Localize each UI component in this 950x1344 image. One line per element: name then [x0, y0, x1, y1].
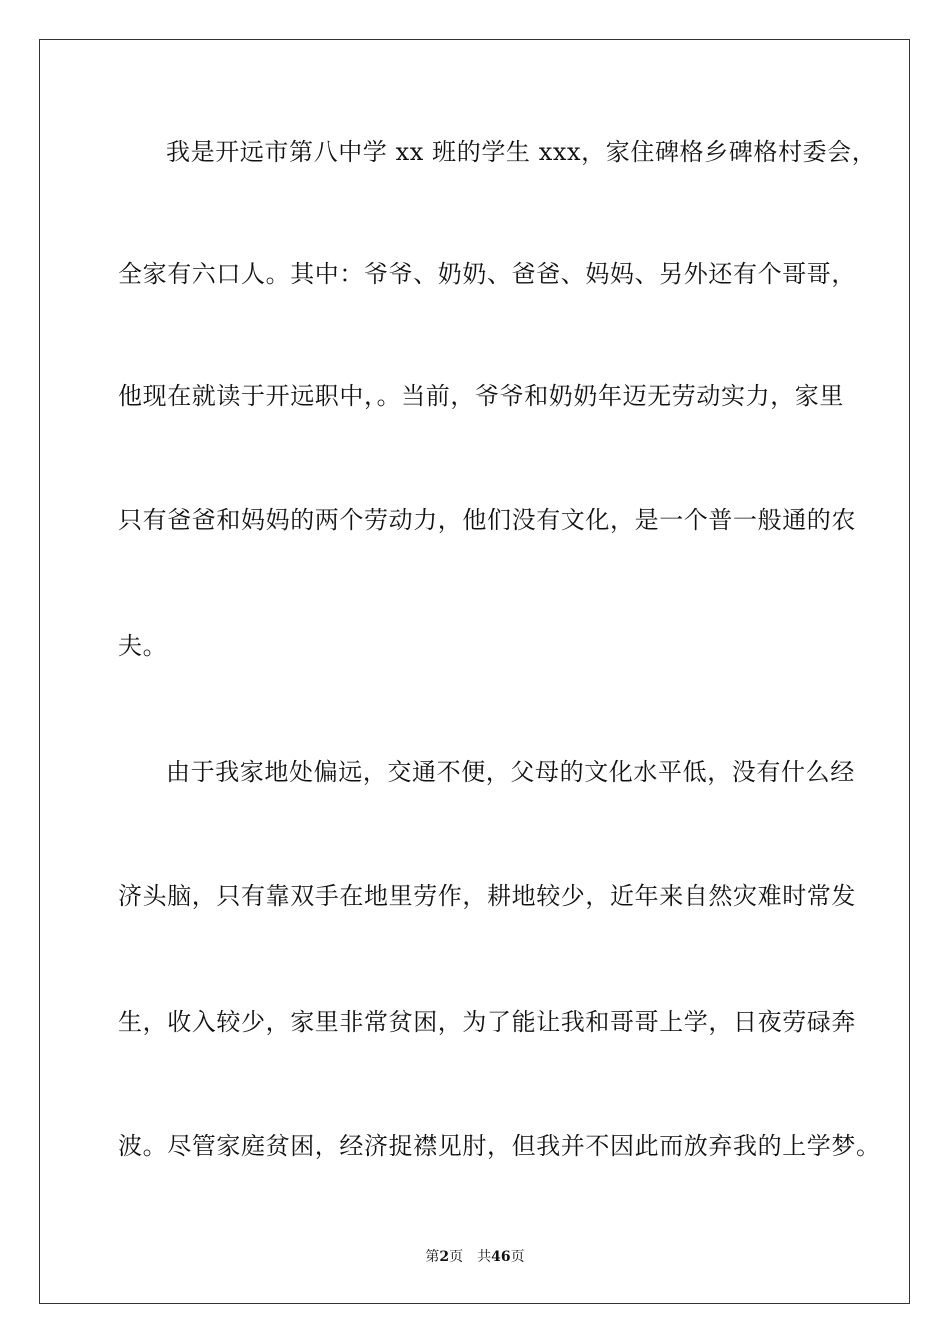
- footer-page-prefix: 第: [425, 1249, 440, 1265]
- paragraph-1-line-3: 他现在就读于开远职中，。当前，爷爷和奶奶年迈无劳动实力，家里: [118, 382, 844, 410]
- paragraph-1-line-5: 夫。: [118, 632, 168, 660]
- paragraph-2-line-4: 波。尽管家庭贫困，经济捉襟见肘，但我并不因此而放弃我的上学梦。: [118, 1132, 881, 1160]
- paragraph-1-line-4: 只有爸爸和妈妈的两个劳动力，他们没有文化，是一个普一般通的农: [118, 506, 856, 534]
- footer-total-pages: 46: [491, 1249, 511, 1265]
- page-border: [39, 39, 910, 1304]
- footer-total-prefix: 共: [477, 1249, 492, 1265]
- footer-page-number: 2: [439, 1249, 450, 1265]
- footer-total-suffix: 页: [510, 1249, 525, 1265]
- paragraph-2-line-2: 济头脑，只有靠双手在地里劳作，耕地较少，近年来自然灾难时常发: [118, 882, 856, 910]
- paragraph-1-line-2: 全家有六口人。其中：爷爷、奶奶、爸爸、妈妈、另外还有个哥哥，: [118, 260, 856, 288]
- paragraph-2-line-3: 生，收入较少，家里非常贫困，为了能让我和哥哥上学，日夜劳碌奔: [118, 1008, 856, 1036]
- footer-page-suffix: 页: [449, 1249, 464, 1265]
- page-footer: [0, 1248, 950, 1266]
- paragraph-1-line-1: 我是开远市第八中学 xx 班的学生 xxx，家住碑格乡碑格村委会，: [166, 138, 877, 166]
- paragraph-2-line-1: 由于我家地处偏远，交通不便，父母的文化水平低，没有什么经: [166, 758, 855, 786]
